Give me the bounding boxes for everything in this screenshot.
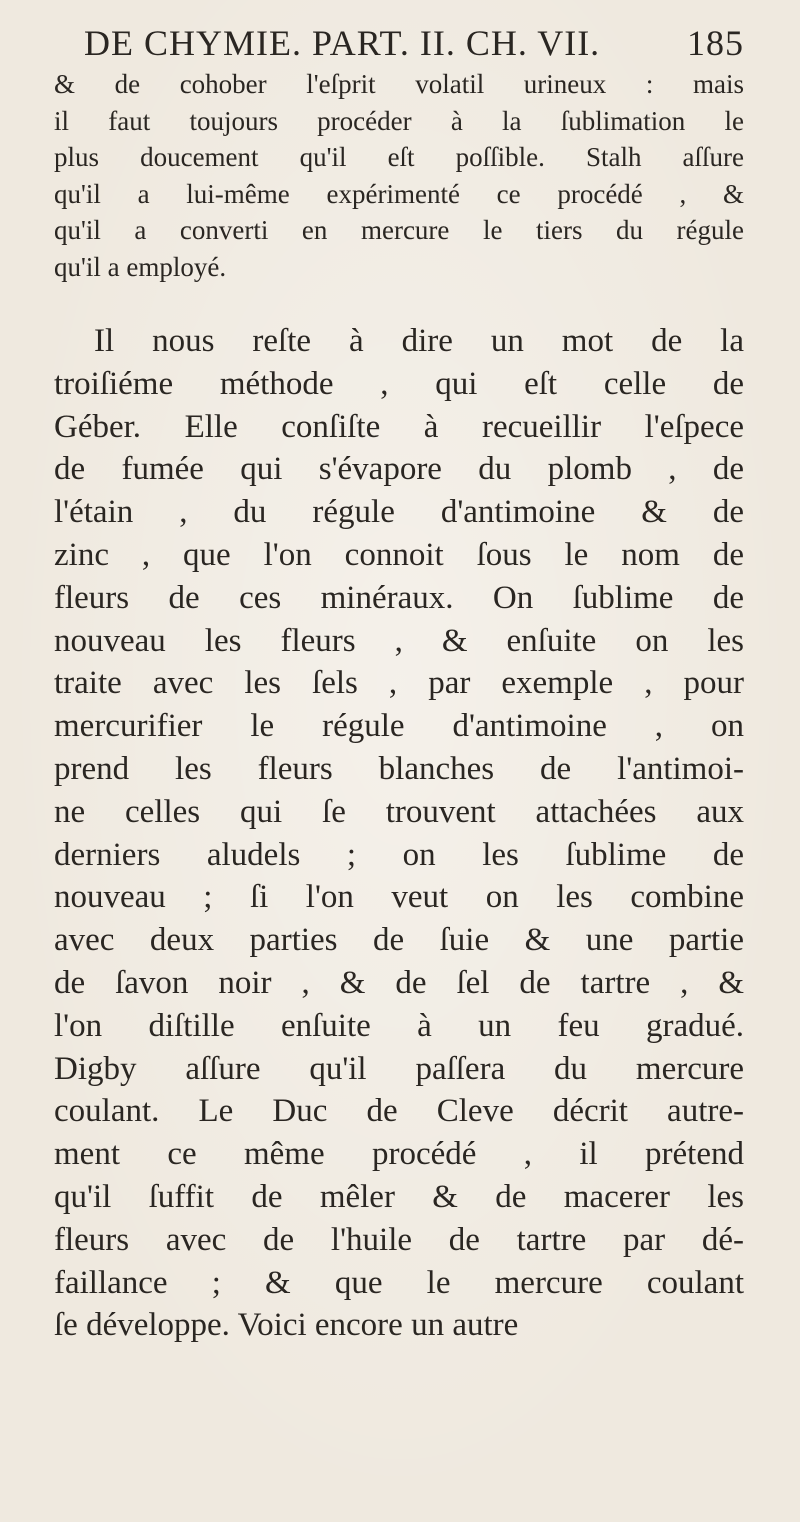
text-line: l'étain , du régule d'antimoine & de — [54, 494, 744, 531]
text-line: prend les fleurs blanches de l'antimoi- — [54, 750, 744, 787]
text-line: plus doucement qu'il eſt poſſible. Stalh aſſure — [54, 142, 744, 172]
text-line: l'on diſtille enſuite à un feu gradué. — [54, 1007, 744, 1044]
text-line: qu'il a lui-même expérimenté ce procédé , & — [54, 178, 744, 209]
text-line: coulant. Le Duc de Cleve décrit autre- — [54, 1093, 744, 1130]
text-line: & de cohober l'eſprit volatil urineux : mais — [54, 69, 744, 99]
text-line: qu'il ſuffit de mêler & de macerer les — [54, 1178, 744, 1215]
text-line: fleurs avec de l'huile de tartre par dé- — [54, 1221, 744, 1258]
text-line: Géber. Elle conſiſte à recueillir l'eſpece — [54, 408, 744, 445]
text-line: ne celles qui ſe trouvent attachées aux — [54, 793, 744, 830]
text-line: mercurifier le régule d'antimoine , on — [54, 708, 744, 745]
text-line: de fumée qui s'évapore du plomb , de — [54, 451, 744, 488]
text-line: il faut toujours procéder à la ſublimation le — [54, 105, 744, 136]
text-line: Digby aſſure qu'il paſſera du mercure — [54, 1050, 744, 1087]
text-line: nouveau ; ſi l'on veut on les combine — [54, 879, 744, 916]
text-line: derniers aludels ; on les ſublime de — [54, 836, 744, 873]
text-line: faillance ; & que le mercure coulant — [54, 1264, 744, 1301]
text-line: Il nous reſte à dire un mot de la — [94, 323, 744, 359]
paragraph-2 — [54, 320, 744, 1347]
page-number: 185 — [687, 23, 744, 63]
paragraph-1 — [54, 66, 744, 285]
text-line: ment ce même procédé , il prétend — [54, 1136, 744, 1173]
running-head-title: DE CHYMIE. PART. II. CH. VII. — [84, 23, 601, 63]
text-line: nouveau les fleurs , & enſuite on les — [54, 622, 744, 659]
text-line: troiſiéme méthode , qui eſt celle de — [54, 365, 744, 402]
text-line: zinc , que l'on connoit ſous le nom de — [54, 536, 744, 573]
text-line: de ſavon noir , & de ſel de tartre , & — [54, 964, 744, 1001]
running-head — [84, 18, 744, 68]
text-line: qu'il a converti en mercure le tiers du régule — [54, 215, 744, 245]
text-line: avec deux parties de ſuie & une partie — [54, 922, 744, 959]
text-line: fleurs de ces minéraux. On ſublime de — [54, 579, 744, 616]
text-line: qu'il a employé. — [54, 251, 227, 282]
text-line: ſe développe. Voici encore un autre — [54, 1307, 519, 1344]
text-line: traite avec les ſels , par exemple , pour — [54, 665, 744, 702]
